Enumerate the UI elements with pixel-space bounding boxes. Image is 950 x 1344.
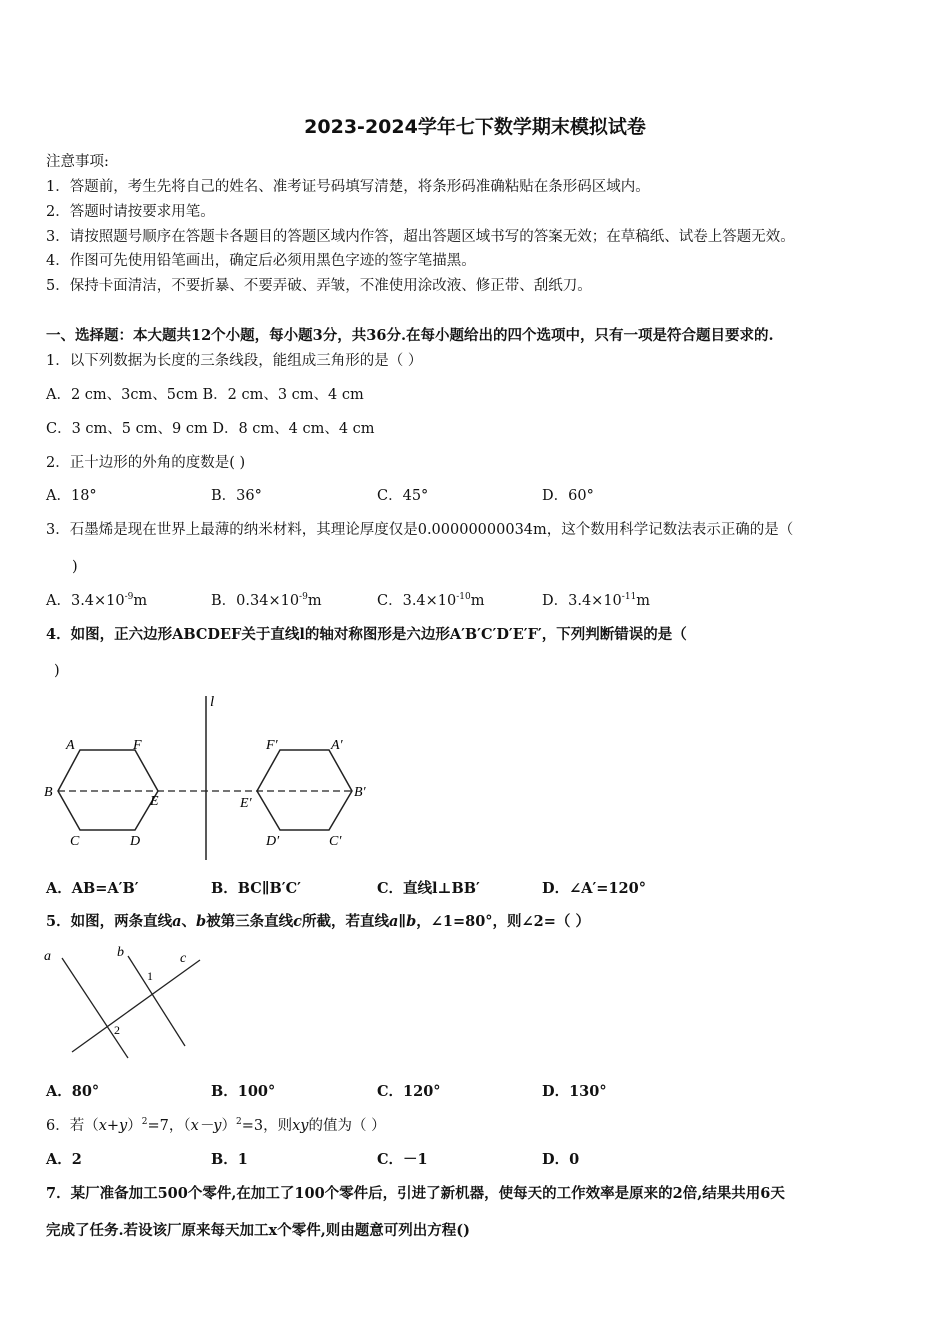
notice-item-5: 5．保持卡面清洁，不要折暴、不要弄破、弄皱，不准使用涂改液、修正带、刮纸刀。	[46, 278, 592, 294]
notice-item-4: 4．作图可先使用铅笔画出，确定后必须用黑色字迹的签字笔描黑。	[46, 253, 476, 269]
line-b	[128, 956, 185, 1046]
svg-text:C′: C′	[329, 834, 342, 849]
q6-option-d: D．0	[542, 1151, 580, 1168]
q2-option-c: C．45°	[377, 488, 429, 504]
q4-option-d: D．∠A′=120°	[542, 880, 646, 897]
q6-option-c: C．－1	[377, 1151, 428, 1168]
q1-options-row2: C．3 cm、5 cm、9 cm D．8 cm、4 cm、4 cm	[46, 421, 375, 437]
q2-option-b: B．36°	[211, 488, 262, 504]
svg-text:B′: B′	[354, 785, 366, 800]
q3-option-a: A．$3.4\times 10^{-9}m$	[46, 592, 148, 609]
svg-text:E: E	[150, 794, 159, 809]
q1-options-row1: A．2 cm、3cm、5cm B．2 cm、3 cm、4 cm	[46, 387, 364, 403]
hexagon-abcdef	[58, 750, 158, 830]
q2-option-a: A．18°	[46, 488, 97, 504]
q3-option-c: C．$3.4\times 10^{-10}m$	[377, 592, 485, 609]
svg-text:a: a	[44, 949, 51, 964]
hexagon-image	[257, 750, 352, 830]
notice-item-3: 3．请按照题号顺序在答题卡各题目的答题区域内作答，超出答题区域书写的答案无效；在草稿纸、试卷上答题无效。	[46, 229, 795, 245]
q3-option-d: D．$3.4\times 10^{-11}m$	[542, 592, 651, 609]
svg-text:D′: D′	[266, 834, 280, 849]
svg-text:1: 1	[147, 969, 153, 983]
q4-hexagon-figure	[40, 688, 380, 864]
q3-stem: 3．石墨烯是现在世界上最薄的纳米材料，其理论厚度仅是0.00000000034m，这个数用科学记数法表示正确的是（	[46, 522, 794, 538]
q4-option-a: A．AB=A′B′	[46, 880, 139, 897]
svg-text:D: D	[130, 834, 141, 849]
q5-lines-figure	[40, 940, 220, 1065]
q6-option-b: B．1	[211, 1151, 248, 1168]
svg-text:2: 2	[114, 1023, 120, 1037]
q5-option-a: A．80°	[46, 1083, 100, 1100]
svg-text:b: b	[117, 945, 124, 960]
notice-item-2: 2．答题时请按要求用笔。	[46, 204, 215, 220]
svg-text:C: C	[70, 834, 80, 849]
q5-stem: 5．如图，两条直线a、b被第三条直线c所截，若直线a∥b，∠1=80°，则∠2=（ ）	[46, 913, 590, 930]
notice-heading: 注意事项:	[46, 154, 109, 170]
q7-stem-line2: 完成了任务.若设该厂原来每天加工x个零件,则由题意可列出方程()	[46, 1222, 470, 1239]
q4-option-c: C．直线l⊥BB′	[377, 880, 480, 897]
svg-text:A′: A′	[331, 738, 343, 753]
q7-stem-line1: 7．某厂准备加工500个零件,在加工了100个零件后，引进了新机器，使每天的工作效率是原来的2倍,结果共用6天	[46, 1185, 785, 1202]
line-a	[62, 958, 128, 1058]
page-title: 2023-2024学年七下数学期末模拟试卷	[304, 116, 646, 138]
q1-stem: 1．以下列数据为长度的三条线段，能组成三角形的是（ ）	[46, 353, 423, 369]
label-l: l	[210, 694, 215, 710]
section-header: 一、选择题：本大题共12个小题，每小题3分，共36分.在每小题给出的四个选项中，只有一项是符合题目要求的.	[46, 327, 774, 344]
q5-option-c: C．120°	[377, 1083, 441, 1100]
svg-text:c: c	[180, 951, 187, 966]
q2-option-d: D．60°	[542, 488, 594, 504]
q6-option-a: A．2	[46, 1151, 82, 1168]
svg-text:F′: F′	[266, 738, 278, 753]
q2-stem: 2．正十边形的外角的度数是( )	[46, 455, 246, 471]
q6-stem: 6．若$(x+y)^2=7$，$(x-y)^2=3$，则xy的值为（ ）	[46, 1117, 386, 1134]
q3-stem-cont: )	[72, 559, 78, 575]
q4-stem: 4．如图，正六边形ABCDEF关于直线l的轴对称图形是六边形A′B′C′D′E′F′，下列判断错误的是（	[46, 626, 687, 643]
q5-option-d: D．130°	[542, 1083, 607, 1100]
svg-text:A: A	[66, 738, 75, 753]
q4-stem-cont: )	[54, 663, 60, 679]
q4-option-b: B．BC∥B′C′	[211, 880, 301, 897]
q5-option-b: B．100°	[211, 1083, 276, 1100]
notice-item-1: 1．答题前，考生先将自己的姓名、准考证号码填写清楚，将条形码准确粘贴在条形码区域内。	[46, 179, 650, 195]
svg-text:F: F	[133, 738, 142, 753]
q3-option-b: B．$0.34\times 10^{-9}m$	[211, 592, 322, 609]
svg-text:E′: E′	[240, 796, 252, 811]
svg-text:B: B	[44, 785, 53, 800]
